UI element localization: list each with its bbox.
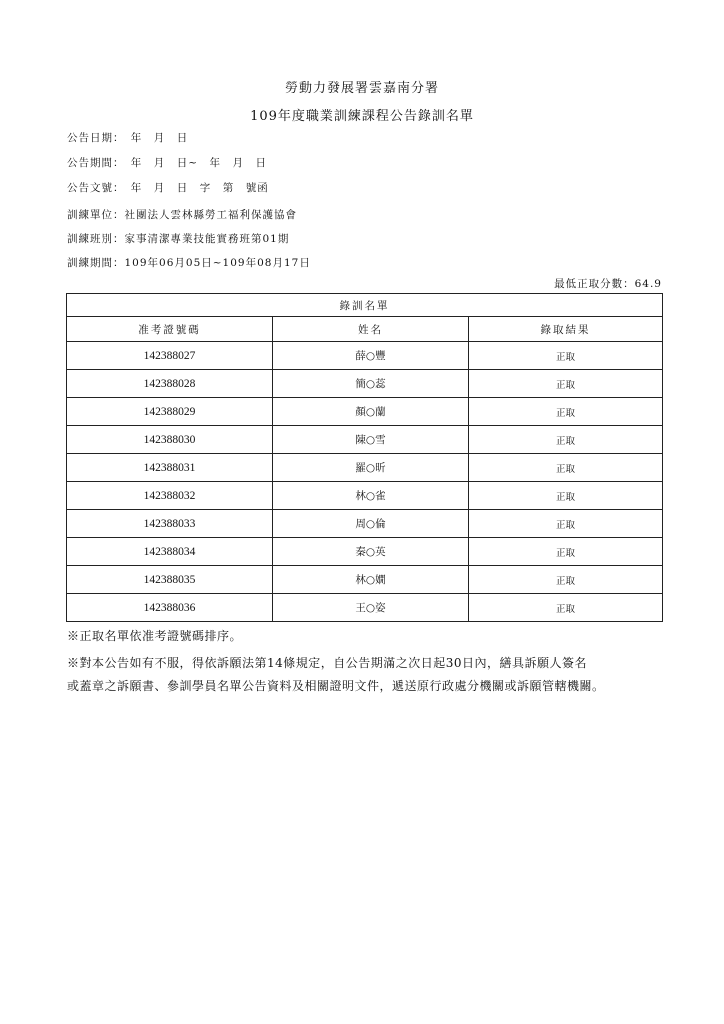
column-header-name: 姓名	[273, 317, 469, 342]
exam-id-cell: 142388035	[67, 566, 273, 594]
name-cell: 王○姿	[273, 594, 469, 622]
result-cell: 正取	[469, 566, 663, 594]
table-row	[67, 398, 663, 426]
announce-period: 公告期間： 年 月 日~ 年 月 日	[67, 157, 268, 169]
sorting-note: ※正取名單依准考證號碼排序。	[67, 629, 243, 643]
exam-id-cell: 142388034	[67, 538, 273, 566]
result-cell: 正取	[469, 342, 663, 370]
exam-id-cell: 142388028	[67, 370, 273, 398]
name-cell: 簡○蕊	[273, 370, 469, 398]
name-cell: 薛○豐	[273, 342, 469, 370]
result-cell: 正取	[469, 594, 663, 622]
training-unit: 訓練單位：社團法人雲林縣勞工福利保護協會	[67, 209, 297, 221]
name-cell: 林○雀	[273, 482, 469, 510]
result-cell: 正取	[469, 510, 663, 538]
appeal-note-line2: 或蓋章之訴願書、參訓學員名單公告資料及相關證明文件，遞送原行政處分機關或訴願管轄機關。	[67, 679, 605, 693]
result-cell: 正取	[469, 370, 663, 398]
table-row	[67, 510, 663, 538]
exam-id-cell: 142388030	[67, 426, 273, 454]
table-row	[67, 538, 663, 566]
name-cell: 秦○英	[273, 538, 469, 566]
table-header-row	[67, 317, 663, 342]
exam-id-cell: 142388032	[67, 482, 273, 510]
name-cell: 陳○雪	[273, 426, 469, 454]
table-row	[67, 454, 663, 482]
announce-date: 公告日期： 年 月 日	[67, 132, 189, 144]
announcement-title: 109年度職業訓練課程公告錄訓名單	[250, 109, 474, 124]
exam-id-cell: 142388031	[67, 454, 273, 482]
training-period: 訓練期間：109年06月05日~109年08月17日	[67, 257, 311, 269]
exam-id-cell: 142388036	[67, 594, 273, 622]
result-cell: 正取	[469, 454, 663, 482]
table-caption-row	[67, 294, 663, 317]
column-header-result: 錄取結果	[469, 317, 663, 342]
admission-roster-table	[66, 293, 663, 622]
table-row	[67, 342, 663, 370]
announce-doc-number: 公告文號： 年 月 日 字 第 號函	[67, 182, 269, 194]
table-row	[67, 482, 663, 510]
column-header-exam-id: 准考證號碼	[67, 317, 273, 342]
table-row	[67, 426, 663, 454]
appeal-note-line1: ※對本公告如有不服，得依訴願法第14條規定，自公告期滿之次日起30日內，繕具訴願人簽名	[67, 656, 588, 670]
table-row	[67, 594, 663, 622]
table-row	[67, 566, 663, 594]
name-cell: 顏○蘭	[273, 398, 469, 426]
name-cell: 林○嫺	[273, 566, 469, 594]
result-cell: 正取	[469, 398, 663, 426]
training-class: 訓練班別：家事清潔專業技能實務班第01期	[67, 233, 290, 245]
name-cell: 周○倫	[273, 510, 469, 538]
table-row	[67, 370, 663, 398]
exam-id-cell: 142388033	[67, 510, 273, 538]
name-cell: 羅○昕	[273, 454, 469, 482]
exam-id-cell: 142388027	[67, 342, 273, 370]
min-admission-score: 最低正取分數：64.9	[554, 278, 662, 290]
result-cell: 正取	[469, 482, 663, 510]
result-cell: 正取	[469, 538, 663, 566]
exam-id-cell: 142388029	[67, 398, 273, 426]
agency-title: 勞動力發展署雲嘉南分署	[284, 81, 439, 96]
result-cell: 正取	[469, 426, 663, 454]
table-caption: 錄訓名單	[67, 294, 663, 317]
